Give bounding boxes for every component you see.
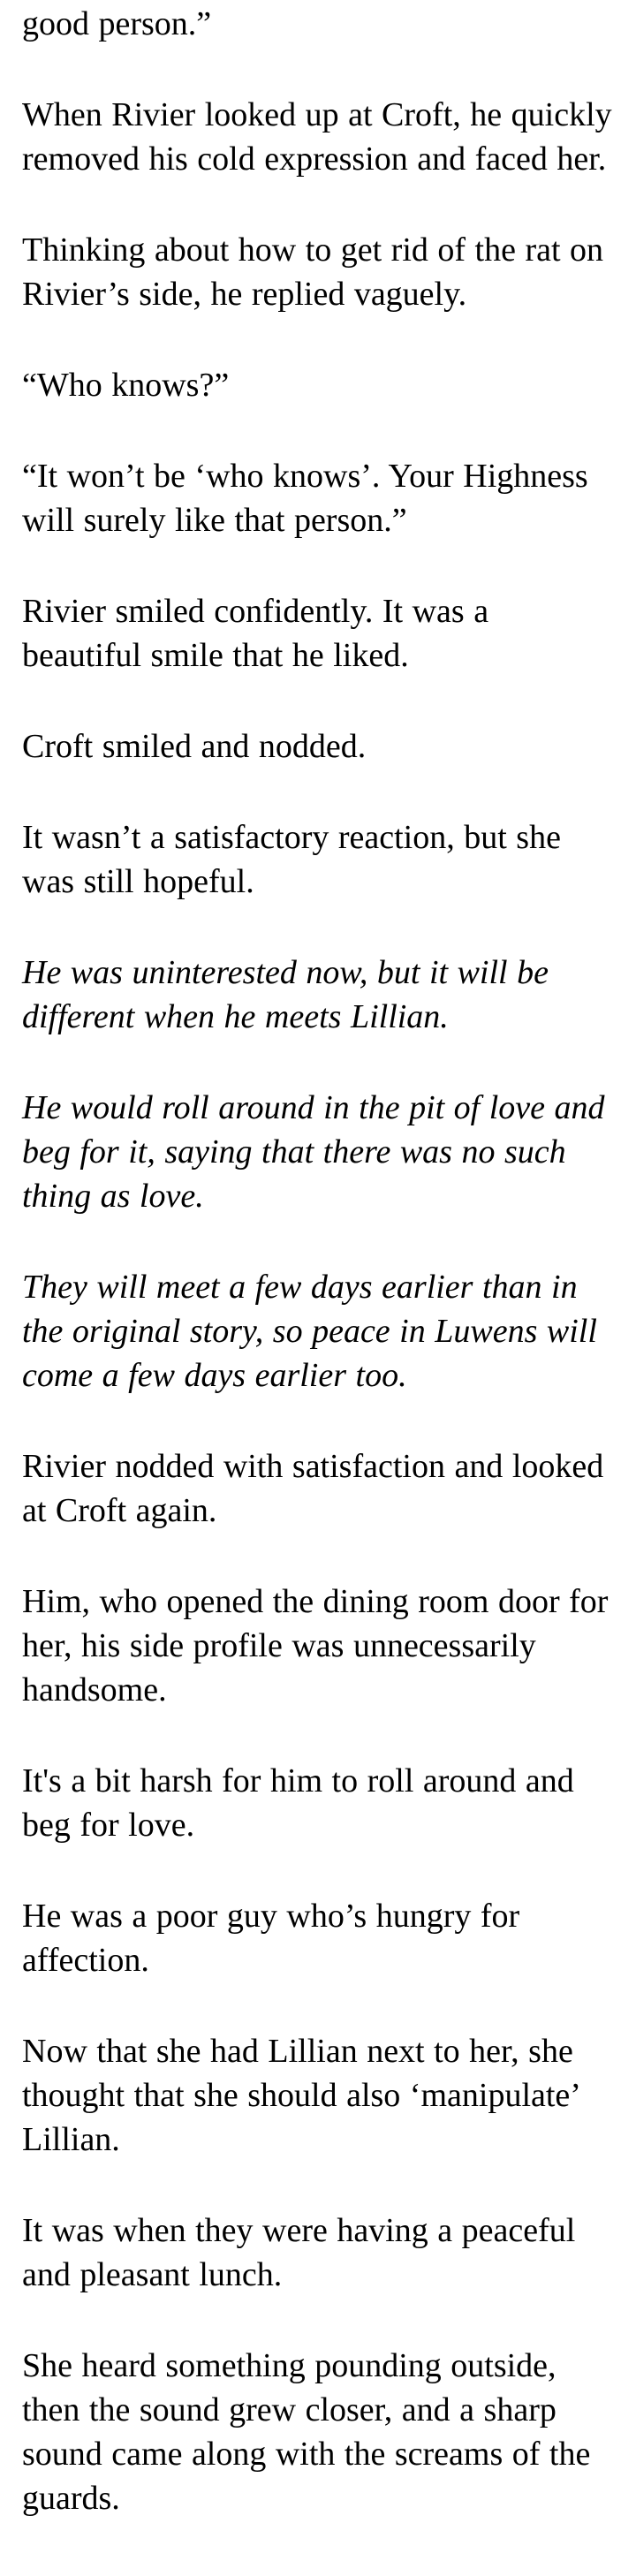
paragraph: “It won’t be ‘who knows’. Your Highness will surely like that person.” (22, 458, 588, 539)
paragraph-italic: He was uninterested now, but it will be different when he meets Lillian. (22, 954, 549, 1035)
paragraph: Him, who opened the dining room door for her, his side profile was unnecessarily handsome. (22, 1583, 609, 1708)
paragraph-italic: They will meet a few days earlier than in the original story, so peace in Luwens will come a few days earlier too. (22, 1269, 597, 1394)
paragraph: Rivier smiled confidently. It was a beautiful smile that he liked. (22, 593, 489, 674)
paragraph-list (22, 2, 616, 2520)
paragraph: She heard something pounding outside, then the sound grew closer, and a sharp sound came along with the screams of the guards. (22, 2347, 591, 2517)
paragraph: Rivier nodded with satisfaction and looked at Croft again. (22, 1448, 604, 1529)
paragraph: “Who knows?” (22, 367, 230, 404)
paragraph: Croft smiled and nodded. (22, 728, 367, 765)
paragraph: It was when they were having a peaceful and pleasant lunch. (22, 2212, 576, 2293)
paragraph-italic: He would roll around in the pit of love and beg for it, saying that there was no such thing as love. (22, 1089, 605, 1215)
paragraph: Thinking about how to get rid of the rat on Rivier’s side, he replied vaguely. (22, 231, 604, 313)
paragraph: Now that she had Lillian next to her, she thought that she should also ‘manipulate’ Lillian. (22, 2033, 579, 2158)
paragraph: When Rivier looked up at Croft, he quickly removed his cold expression and faced her. (22, 96, 612, 178)
paragraph: It wasn’t a satisfactory reaction, but she was still hopeful. (22, 819, 561, 900)
paragraph: It's a bit harsh for him to roll around and beg for love. (22, 1762, 574, 1844)
paragraph: good person.” (22, 5, 212, 42)
paragraph: He was a poor guy who’s hungry for affection. (22, 1898, 520, 1979)
